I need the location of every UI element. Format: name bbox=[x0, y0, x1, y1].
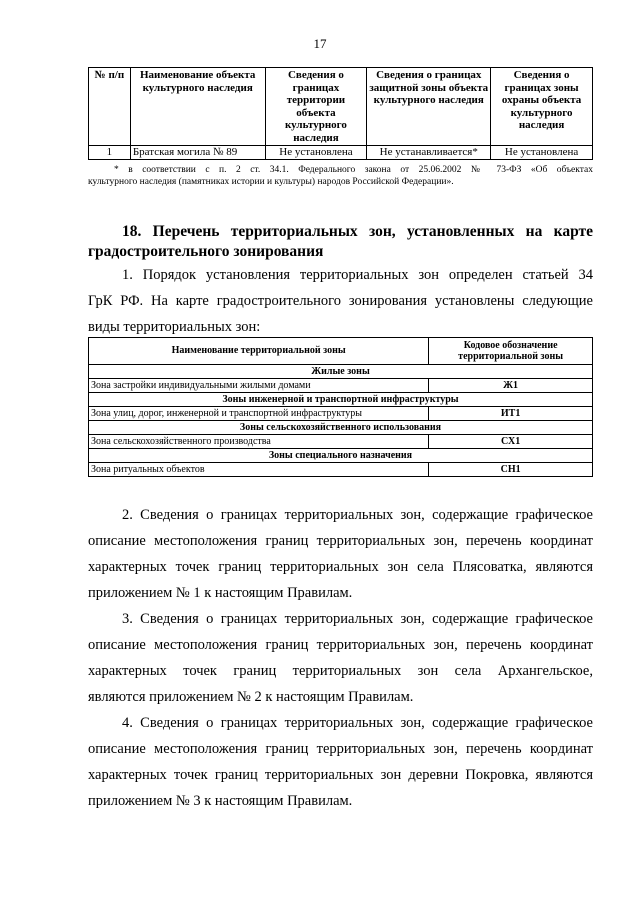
page-number: 17 bbox=[313, 36, 327, 51]
paragraph-line: 1. Порядок установления территориальных зон определен статьей 34 bbox=[122, 267, 593, 283]
paragraph-line: описание местоположения границ территориальных зон, перечень координат bbox=[88, 533, 593, 549]
group-title: Зоны инженерной и транспортной инфраструктуры bbox=[89, 393, 593, 407]
table-row bbox=[89, 435, 593, 449]
zone-name: Зона сельскохозяйственного производства bbox=[89, 435, 429, 449]
zone-code: СН1 bbox=[429, 463, 593, 477]
table-header-row bbox=[89, 338, 593, 365]
table-cell: Братская могила № 89 bbox=[130, 146, 265, 160]
table-row bbox=[89, 407, 593, 421]
paragraph-line: 3. Сведения о границах территориальных зон, содержащие графическое bbox=[122, 611, 593, 627]
group-row bbox=[89, 421, 593, 435]
zone-name: Зона улиц, дорог, инженерной и транспортной инфраструктуры bbox=[89, 407, 429, 421]
zone-code: ИТ1 bbox=[429, 407, 593, 421]
section-heading-line: градостроительного зонирования bbox=[88, 243, 324, 260]
group-row bbox=[89, 449, 593, 463]
group-title: Жилые зоны bbox=[89, 365, 593, 379]
table-cell: Не установлена bbox=[491, 146, 593, 160]
section-heading bbox=[88, 222, 593, 262]
paragraph bbox=[88, 262, 593, 340]
group-title: Зоны сельскохозяйственного использования bbox=[89, 421, 593, 435]
section-heading-line: 18. Перечень территориальных зон, установленных на карте bbox=[122, 223, 593, 240]
paragraph-line: описание местоположения границ территориальных зон, перечень координат bbox=[88, 741, 593, 757]
table-row bbox=[89, 146, 593, 160]
zone-code: Ж1 bbox=[429, 379, 593, 393]
paragraph-line: характерных точек границ территориальных зон села Архангельское, bbox=[88, 663, 593, 679]
zone-name: Зона застройки индивидуальными жилыми домами bbox=[89, 379, 429, 393]
group-row bbox=[89, 393, 593, 407]
column-header: Сведения о границах защитной зоны объекта культурного наследия bbox=[367, 68, 491, 146]
paragraph-line: виды территориальных зон: bbox=[88, 319, 261, 335]
table-row bbox=[89, 463, 593, 477]
table-cell: Не устанавливается* bbox=[367, 146, 491, 160]
paragraph-line: ГрК РФ. На карте градостроительного зонирования установлены следующие bbox=[88, 293, 593, 309]
paragraph bbox=[88, 606, 593, 710]
paragraph-line: характерных точек границ территориальных зон деревни Покровка, являются bbox=[88, 767, 593, 783]
group-row bbox=[89, 365, 593, 379]
paragraph-line: характерных точек границ территориальных зон села Плясоватка, являются bbox=[88, 559, 593, 575]
paragraph bbox=[88, 710, 593, 814]
zone-name: Зона ритуальных объектов bbox=[89, 463, 429, 477]
footnote-line: * в соответствии с п. 2 ст. 34.1. Федерального закона от 25.06.2002 № 73-ФЗ «Об объектах bbox=[114, 165, 593, 175]
paragraph-line: описание местоположения границ территориальных зон, перечень координат bbox=[88, 637, 593, 653]
paragraph bbox=[88, 502, 593, 606]
table-cell: 1 bbox=[89, 146, 131, 160]
column-header: Наименование объекта культурного наследия bbox=[130, 68, 265, 146]
paragraph-line: приложением № 1 к настоящим Правилам. bbox=[88, 585, 353, 601]
paragraph-line: являются приложением № 2 к настоящим Правилам. bbox=[88, 689, 414, 705]
paragraph-line: 2. Сведения о границах территориальных зон, содержащие графическое bbox=[122, 507, 593, 523]
column-header: № п/п bbox=[89, 68, 131, 146]
body-paragraphs bbox=[88, 502, 593, 814]
column-header: Кодовое обозначение территориальной зоны bbox=[429, 338, 593, 365]
column-header: Сведения о границах территории объекта культурного наследия bbox=[265, 68, 367, 146]
cultural-heritage-table bbox=[88, 67, 593, 160]
footnote-line: культурного наследия (памятниках истории и культуры) народов Российской Федерации». bbox=[88, 177, 454, 187]
table-cell: Не установлена bbox=[265, 146, 367, 160]
paragraph-line: 4. Сведения о границах территориальных зон, содержащие графическое bbox=[122, 715, 593, 731]
paragraph-line: приложением № 3 к настоящим Правилам. bbox=[88, 793, 353, 809]
territorial-zones-table bbox=[88, 337, 593, 477]
table-row bbox=[89, 379, 593, 393]
group-title: Зоны специального назначения bbox=[89, 449, 593, 463]
footnote bbox=[88, 164, 593, 188]
table-header-row bbox=[89, 68, 593, 146]
zone-code: СХ1 bbox=[429, 435, 593, 449]
column-header: Сведения о границах зоны охраны объекта культурного наследия bbox=[491, 68, 593, 146]
column-header: Наименование территориальной зоны bbox=[89, 338, 429, 365]
